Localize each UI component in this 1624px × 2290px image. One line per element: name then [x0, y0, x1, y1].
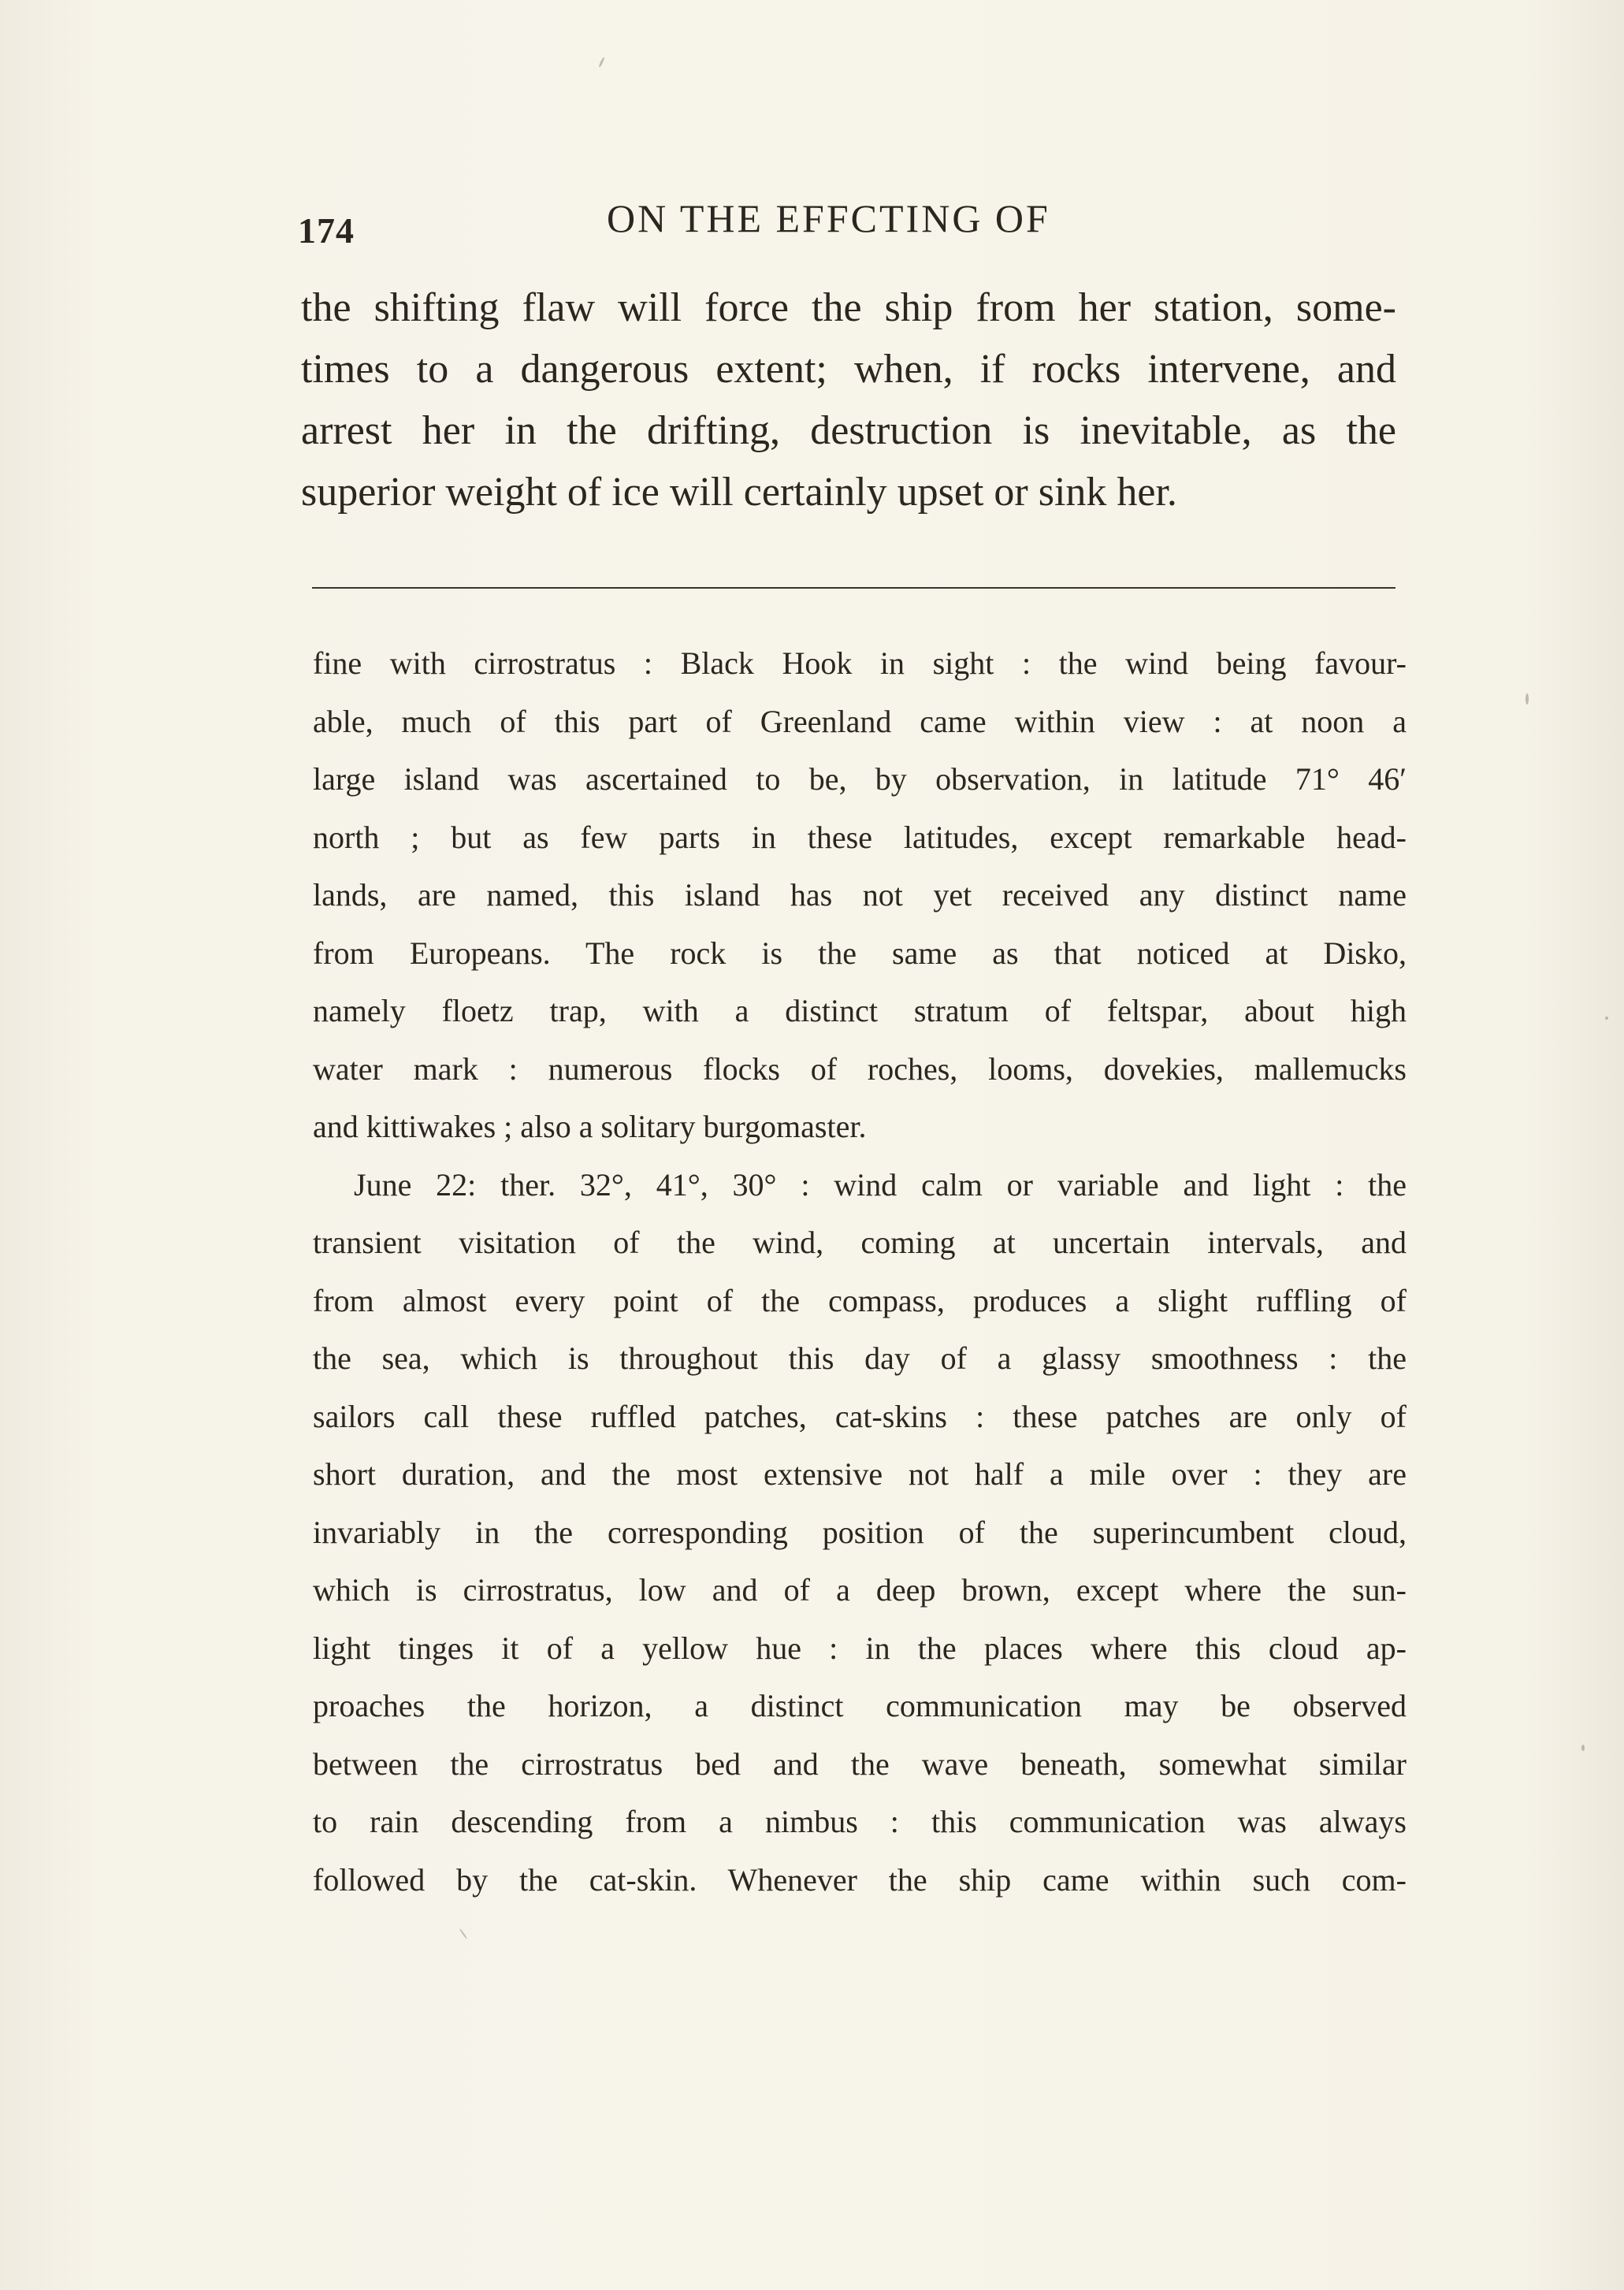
note-line: to rain descending from a nimbus : this communication was always — [313, 1804, 1407, 1839]
note-line: namely floetz trap, with a distinct stratum of feltspar, about high — [313, 993, 1407, 1028]
note-line: from Europeans. The rock is the same as that noticed at Disko, — [313, 935, 1407, 971]
paper-speck — [459, 1928, 468, 1939]
main-text-line: superior weight of ice will certainly upset or sink her. — [301, 470, 1177, 515]
note-line: sailors call these ruffled patches, cat-skins : these patches are only of — [313, 1398, 1407, 1434]
page-number: 174 — [298, 210, 355, 251]
section-divider-rule — [312, 587, 1395, 589]
paper-speck — [1605, 1017, 1608, 1020]
note-line: north ; but as few parts in these latitudes, except remarkable head- — [313, 819, 1407, 855]
note-line: and kittiwakes ; also a solitary burgomaster. — [313, 1109, 867, 1144]
note-line: light tinges it of a yellow hue : in the places where this cloud ap- — [313, 1630, 1407, 1666]
running-head: ON THE EFFCTING OF — [607, 196, 1050, 240]
note-line: between the cirrostratus bed and the wave beneath, somewhat similar — [313, 1745, 1407, 1782]
note-line: which is cirrostratus, low and of a deep brown, except where the sun- — [313, 1572, 1407, 1608]
main-text-line: arrest her in the drifting, destruction is inevitable, as the — [301, 408, 1396, 453]
note-line: from almost every point of the compass, produces a slight ruffling of — [313, 1282, 1407, 1318]
note-line: the sea, which is throughout this day of a glassy smoothness : the — [313, 1340, 1407, 1376]
note-line: invariably in the corresponding position of the superincumbent cloud, — [313, 1514, 1407, 1550]
note-line: lands, are named, this island has not yet received any distinct name — [313, 877, 1407, 913]
note-line: large island was ascertained to be, by observation, in latitude 71° 46′ — [313, 761, 1407, 797]
main-text-line: times to a dangerous extent; when, if rocks intervene, and — [301, 347, 1396, 392]
main-text-block — [301, 277, 1396, 523]
paper-speck — [1526, 693, 1529, 704]
note-line: short duration, and the most extensive not half a mile over : they are — [313, 1456, 1407, 1492]
paper-speck — [1581, 1745, 1585, 1751]
journal-note-block — [313, 634, 1407, 1909]
main-text-line: the shifting flaw will force the ship from her station, some- — [301, 285, 1396, 330]
note-line: proaches the horizon, a distinct communication may be observed — [313, 1688, 1407, 1723]
note-line: water mark : numerous flocks of roches, looms, dovekies, mallemucks — [313, 1050, 1407, 1087]
note-line: followed by the cat-skin. Whenever the ship came within such com- — [313, 1861, 1407, 1898]
note-line: June 22: ther. 32°, 41°, 30° : wind calm or variable and light : the — [354, 1166, 1407, 1203]
note-line: fine with cirrostratus : Black Hook in sight : the wind being favour- — [313, 645, 1407, 681]
note-line: transient visitation of the wind, coming at uncertain intervals, and — [313, 1225, 1407, 1260]
page-header — [298, 195, 1401, 258]
paper-speck — [598, 57, 605, 68]
note-line: able, much of this part of Greenland came within view : at noon a — [313, 703, 1407, 739]
